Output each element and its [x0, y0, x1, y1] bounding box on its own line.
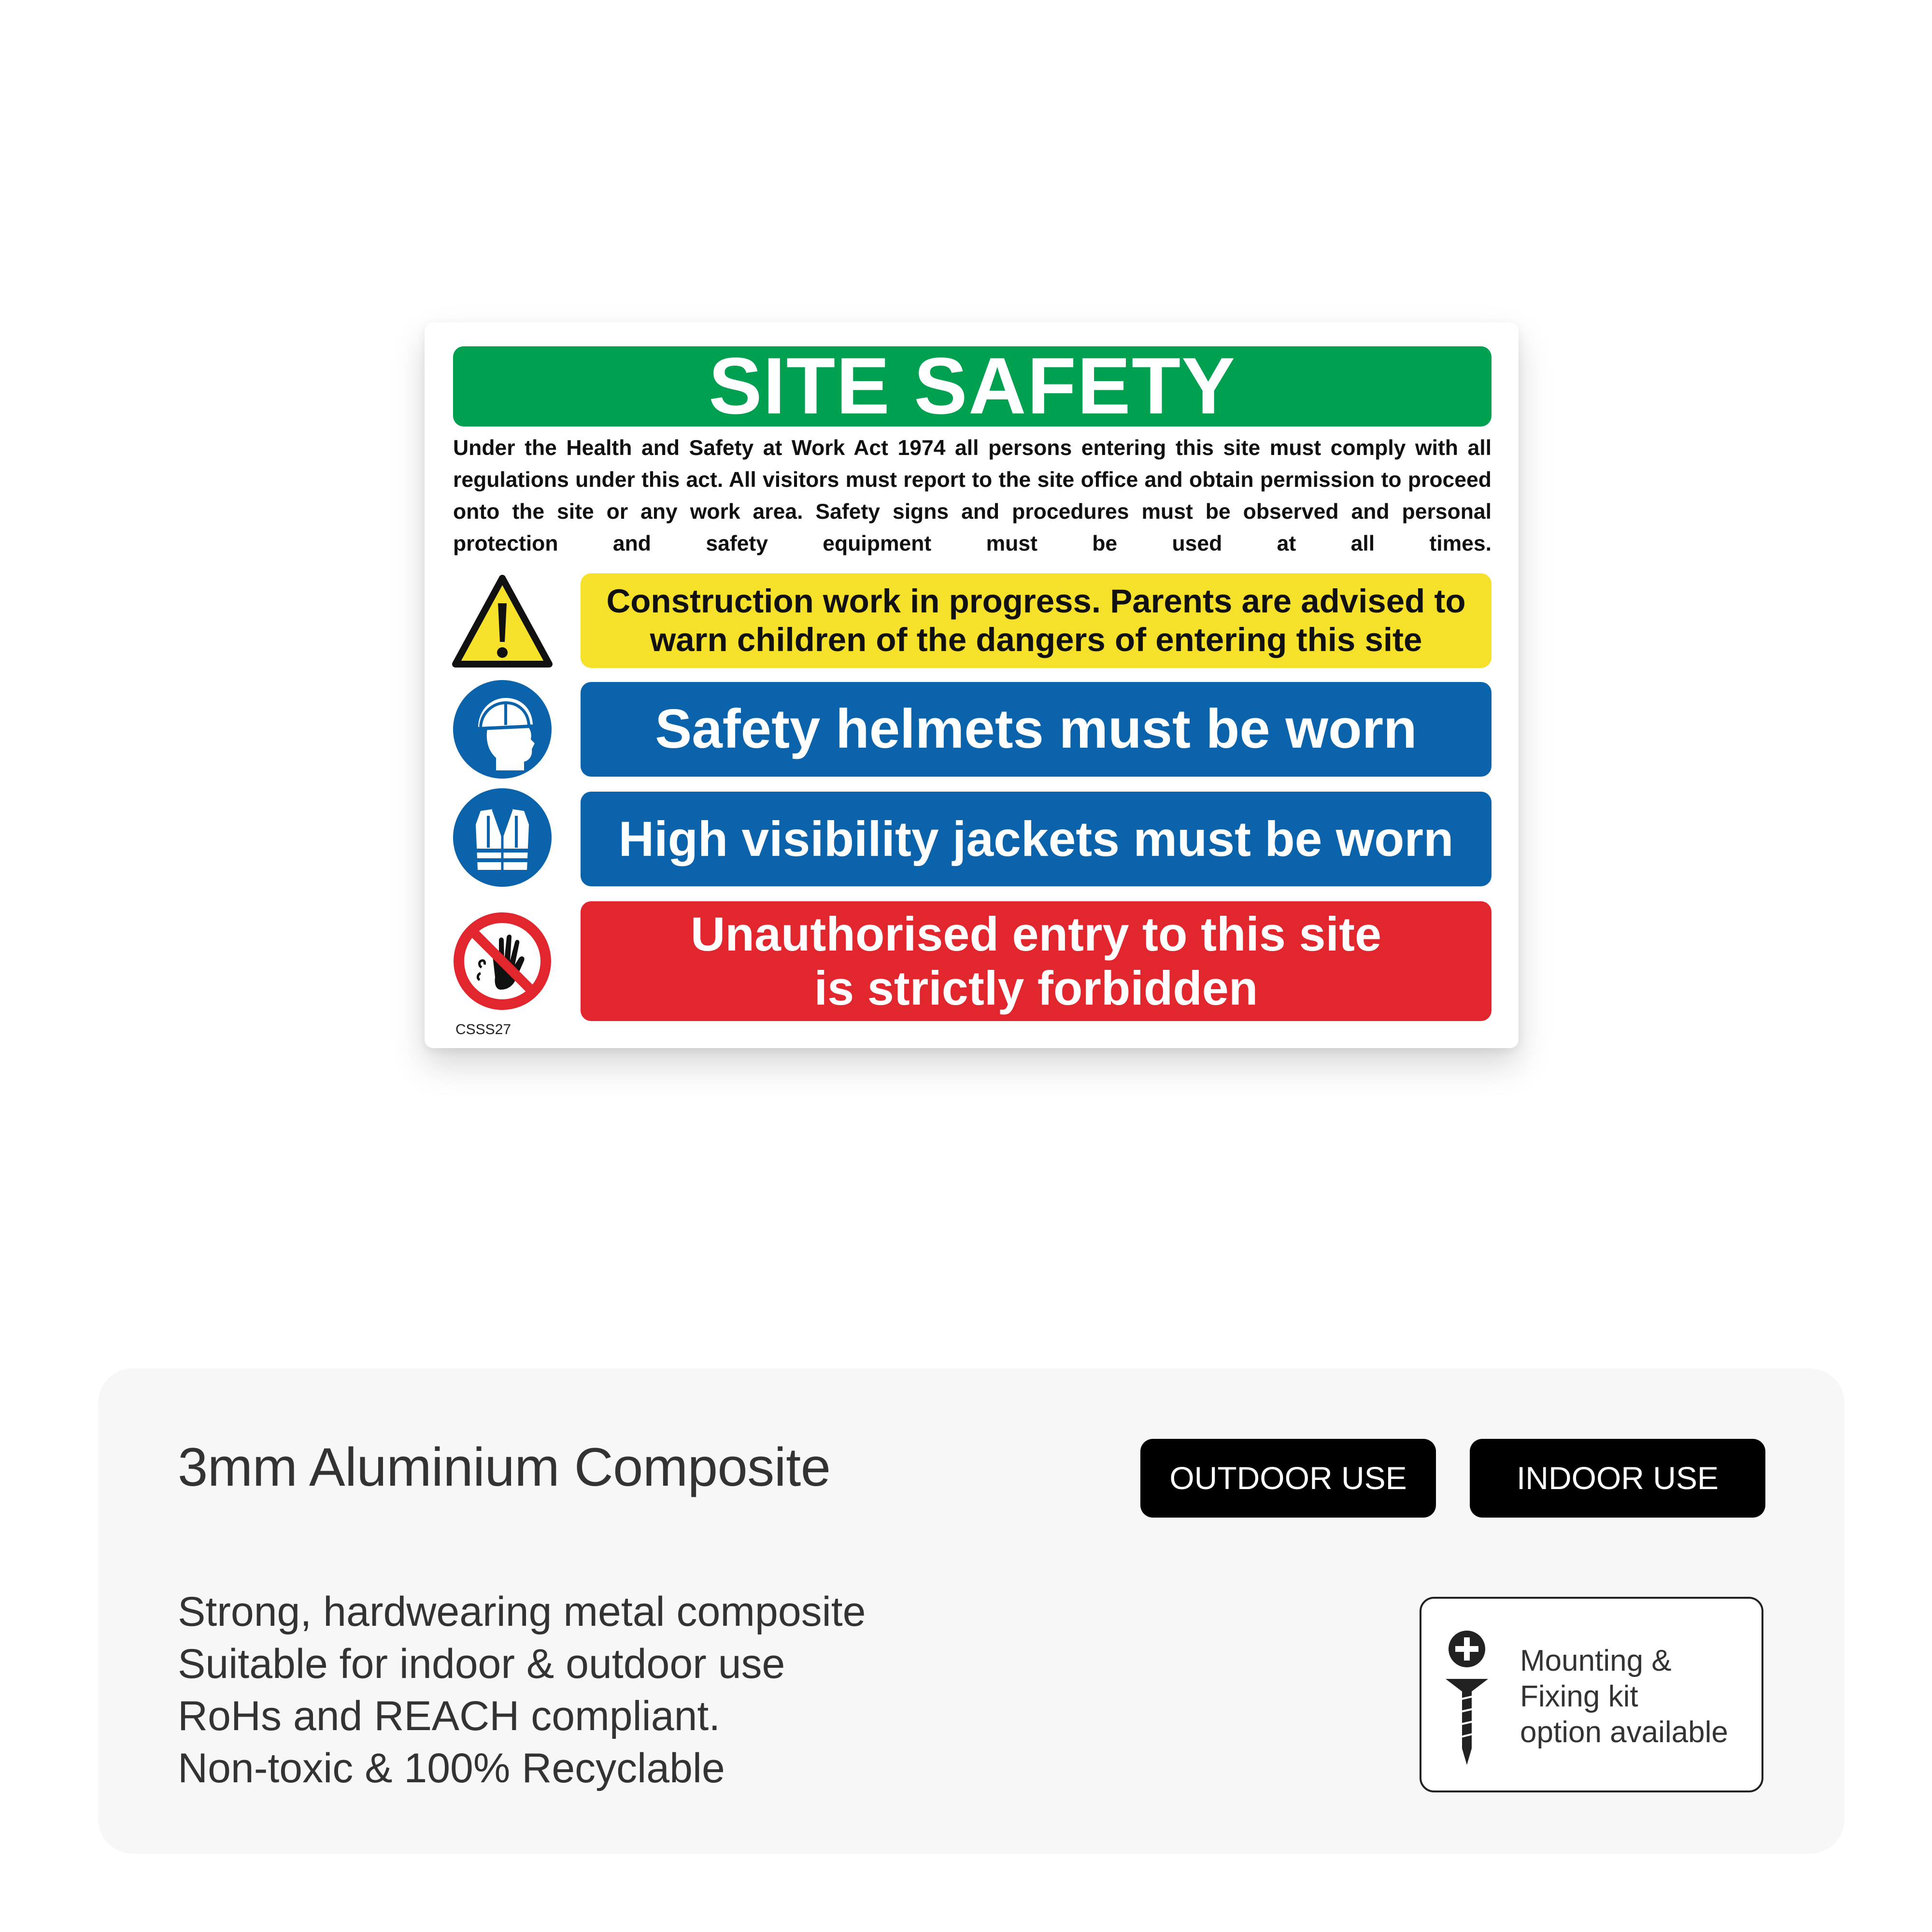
mounting-kit-text	[1520, 1643, 1752, 1750]
sign-intro-text: Under the Health and Safety at Work Act 1974 all persons entering this site must comply with all regulations under this act. All visitors must report to the site office and obtain permission to proceed onto the site or any work area. Safety signs and procedures must be observed and personal protection and safety equipment must be used at all times.	[453, 436, 1492, 555]
panel-text-line: is strictly forbidden	[814, 961, 1258, 1015]
safety-helmet-icon	[452, 679, 553, 780]
panel-text-line: Unauthorised entry to this site	[690, 907, 1382, 961]
sign-product-code: CSSS27	[455, 1022, 511, 1037]
panel-text-line: warn children of the dangers of entering this site	[650, 621, 1422, 658]
kit-text-line: Fixing kit	[1520, 1680, 1638, 1713]
feature-item: Suitable for indoor & outdoor use	[178, 1641, 785, 1687]
hi-vis-jacket-icon	[452, 787, 553, 888]
mounting-kit-box	[1420, 1597, 1763, 1792]
panel-text-line: Safety helmets must be worn	[655, 698, 1417, 760]
kit-text-line: Mounting &	[1520, 1644, 1672, 1677]
panel-construction-warning	[581, 573, 1492, 668]
product-info-card	[98, 1368, 1845, 1854]
feature-item: Strong, hardwearing metal composite	[178, 1589, 866, 1635]
site-safety-sign	[425, 322, 1519, 1048]
sign-title: SITE SAFETY	[453, 346, 1492, 426]
kit-text-line: option available	[1520, 1716, 1728, 1749]
feature-item: RoHs and REACH compliant.	[178, 1693, 721, 1739]
panel-text-line: Construction work in progress. Parents are advised to	[606, 582, 1466, 620]
panel-text-line: High visibility jackets must be worn	[618, 811, 1454, 867]
panel-unauthorised-entry	[581, 901, 1492, 1021]
feature-list	[178, 1586, 866, 1794]
indoor-use-badge: INDOOR USE	[1470, 1439, 1765, 1518]
panel-hi-vis	[581, 792, 1492, 886]
warning-triangle-icon	[452, 574, 553, 676]
panel-helmets	[581, 682, 1492, 777]
feature-item: Non-toxic & 100% Recyclable	[178, 1745, 725, 1791]
outdoor-use-badge: OUTDOOR USE	[1140, 1439, 1436, 1518]
material-heading: 3mm Aluminium Composite	[178, 1437, 831, 1497]
no-entry-hand-icon	[452, 910, 553, 1012]
screw-icon	[1444, 1628, 1490, 1768]
